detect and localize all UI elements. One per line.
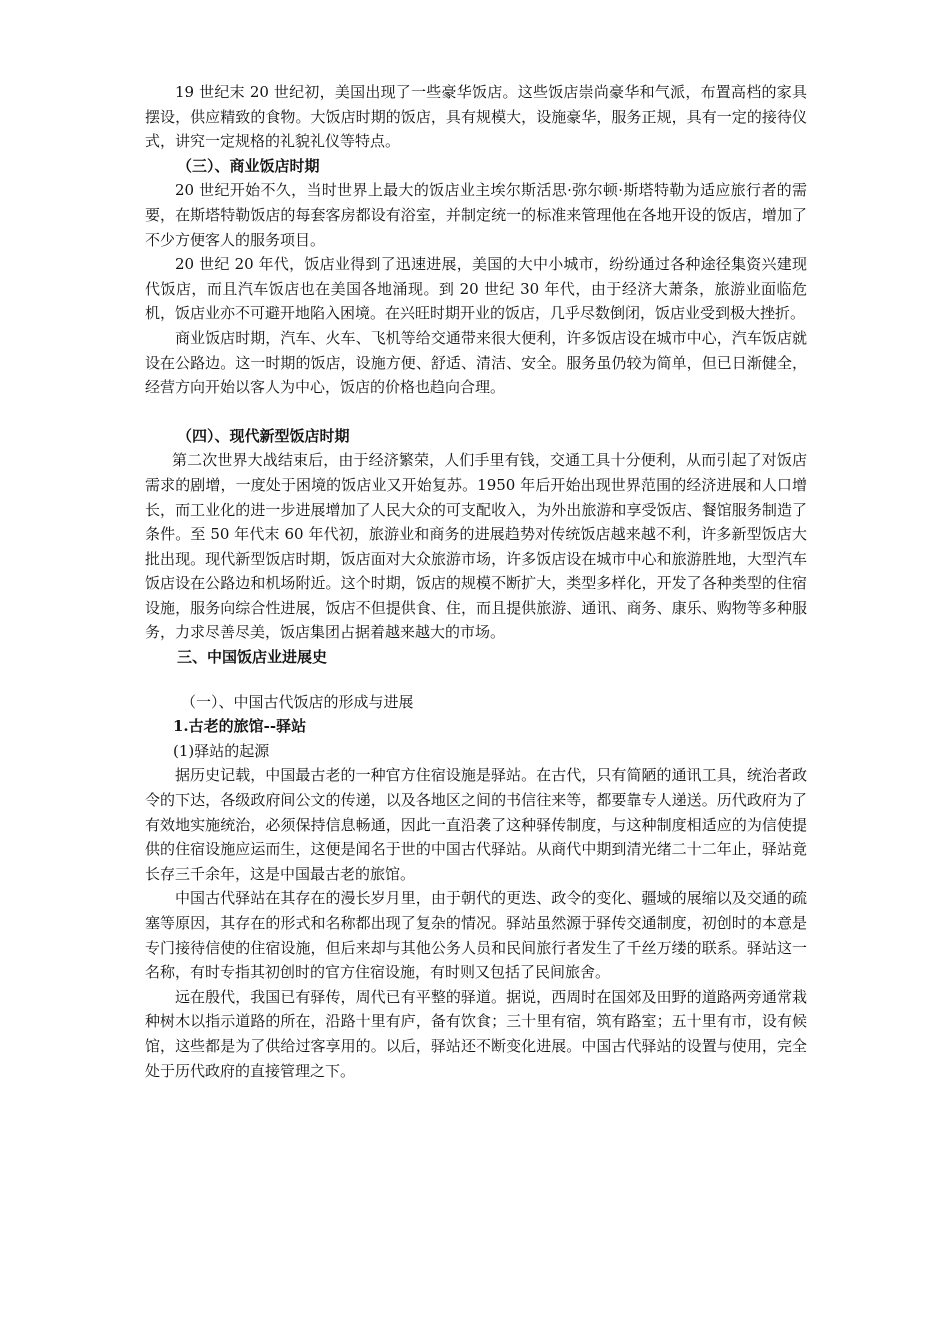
heading-china-hotel-history: 三、中国饭店业进展史 — [177, 648, 328, 667]
subheading-post-station: 1.古老的旅馆--驿站 — [173, 717, 307, 736]
paragraph-1920s: 20 世纪 20 年代，饭店业得到了迅速进展，美国的大中小城市，纷纷通过各种途径集资兴建现代饭店，而且汽车饭店也在美国各地涌现。到 20 世纪 30 年代，由于经济大萧条，旅游业面临危机，饭店业亦不可避开地陷入困境。在兴旺时期开业的饭店，几乎尽数倒闭，饭店业受到极大挫折。 — [145, 255, 807, 323]
spacer — [145, 670, 807, 690]
spacer — [145, 400, 807, 424]
paragraph-post-station-evolution: 中国古代驿站在其存在的漫长岁月里，由于朝代的更迭、政令的变化、疆域的展缩以及交通的疏塞等原因，其存在的形式和名称都出现了复杂的情况。驿站虽然源于驿传交通制度，初创时的本意是专门接待信使的住宿设施，但后来却与其他公务人员和民间旅行者发生了千丝万缕的联系。驿站这一名称，有时专指其初创时的官方住宿设施，有时则又包括了民间旅舍。 — [145, 889, 807, 982]
paragraph-statler: 20 世纪开始不久，当时世界上最大的饭店业主埃尔斯活思·弥尔顿·斯塔特勒为适应旅行者的需要，在斯塔特勒饭店的每套客房都设有浴室，并制定统一的标准来管理他在各地开设的饭店，增加了不少方便客人的服务项目。 — [145, 181, 807, 249]
paragraph-grand-hotel-era: 19 世纪末 20 世纪初，美国出现了一些豪华饭店。这些饭店崇尚豪华和气派，布置高档的家具摆设，供应精致的食物。大饭店时期的饭店，具有规模大，设施豪华，服务正规，具有一定的接待仪式，讲究一定规格的礼貌礼仪等特点。 — [145, 83, 807, 151]
paragraph-postwar: 第二次世界大战结束后，由于经济繁荣，人们手里有钱，交通工具十分便利，从而引起了对饭店需求的剧增，一度处于困境的饭店业又开始复苏。1950 年后开始出现世界范围的经济进展和人口增长，而工业化的进一步进展增加了人民大众的可支配收入，为外出旅游和享受饭店、餐馆服务制造了条件。至 50 年代末 60 年代初，旅游业和商务的进展趋势对传统饭店越来越不利，许多新型饭店大批出现。现代新型饭店时期，饭店面对大众旅游市场，许多饭店设在城市中心和旅游胜地，大型汽车饭店设在公路边和机场附近。这个时期，饭店的规模不断扩大，类型多样化，开发了各种类型的住宿设施，服务向综合性进展，饭店不但提供食、住，而且提供旅游、通讯、商务、康乐、购物等多种服务，力求尽善尽美，饭店集团占据着越来越大的市场。 — [145, 451, 807, 642]
subheading-origin: (1)驿站的起源 — [173, 741, 270, 760]
paragraph-commercial-summary: 商业饭店时期，汽车、火车、飞机等给交通带来很大便利，许多饭店设在城市中心，汽车饭店就设在公路边。这一时期的饭店，设施方便、舒适、清洁、安全。服务虽仍较为简单，但已日渐健全，经营方向开始以客人为中心，饭店的价格也趋向合理。 — [145, 328, 807, 397]
heading-commercial-hotel-era: （三）、商业饭店时期 — [177, 156, 320, 175]
paragraph-post-station-origin: 据历史记载，中国最古老的一种官方住宿设施是驿站。在古代，只有简陋的通讯工具，统治者政令的下达，各级政府间公文的传递，以及各地区之间的书信往来等，都要靠专人递送。历代政府为了有效地实施统治，必须保持信息畅通，因此一直沿袭了这种驿传制度，与这种制度相适应的为信使提供的住宿设施应运而生，这便是闻名于世的中国古代驿站。从商代中期到清光绪二十二年止，驿站竟长存三千余年，这是中国最古老的旅馆。 — [145, 766, 807, 883]
paragraph-yin-zhou: 远在殷代，我国已有驿传，周代已有平整的驿道。据说，西周时在国郊及田野的道路两旁通常栽种树木以指示道路的所在，沿路十里有庐，备有饮食；三十里有宿，筑有路室；五十里有市，设有候馆，这些都是为了供给过客享用的。以后，驿站还不断变化进展。中国古代驿站的设置与使用，完全处于历代政府的直接管理之下。 — [145, 987, 807, 1080]
document-page — [145, 80, 807, 1083]
subheading-ancient-china: （一）、中国古代饭店的形成与进展 — [181, 692, 414, 711]
heading-modern-hotel-era: （四）、现代新型饭店时期 — [177, 426, 350, 445]
